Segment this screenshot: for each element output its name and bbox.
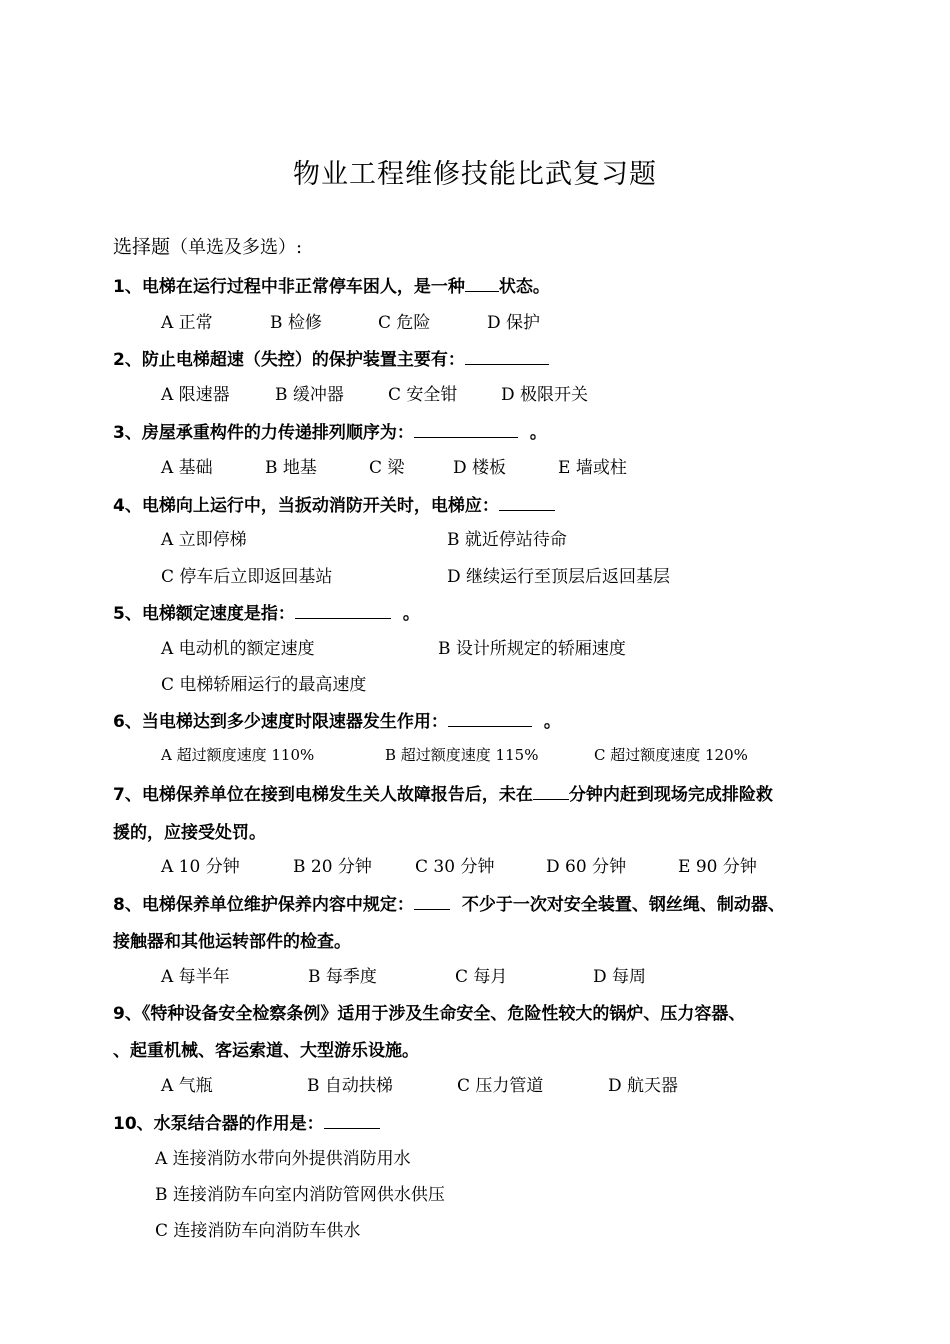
- answer-blank: [465, 348, 549, 365]
- question-10: [113, 1109, 380, 1134]
- question-2-option-c: C 安全钳: [388, 385, 458, 405]
- answer-blank: [499, 494, 555, 511]
- document-title: 物业工程维修技能比武复习题: [293, 159, 657, 190]
- question-8-stem: 8、电梯保养单位维护保养内容中规定：: [113, 895, 414, 915]
- question-3-stem-end: 。: [529, 423, 547, 443]
- section-paren: （单选及多选）:: [170, 237, 303, 258]
- question-7-option-c: C 30 分钟: [415, 857, 495, 877]
- question-7-option-a: A 10 分钟: [161, 857, 240, 877]
- question-10-option-c: C 连接消防车向消防车供水: [155, 1221, 361, 1241]
- question-5: [113, 599, 420, 624]
- question-2-option-a: A 限速器: [161, 385, 230, 405]
- question-9-line-2: 、起重机械、客运索道、大型游乐设施。: [113, 1041, 419, 1061]
- question-3-option-b: B 地基: [265, 458, 317, 478]
- question-5-option-b: B 设计所规定的轿厢速度: [438, 639, 626, 659]
- question-4-option-a: A 立即停梯: [161, 530, 247, 550]
- question-4-option-d: D 继续运行至顶层后返回基层: [447, 567, 671, 587]
- question-9-option-c: C 压力管道: [457, 1076, 544, 1096]
- answer-blank: [465, 275, 499, 292]
- question-9-option-d: D 航天器: [608, 1076, 679, 1096]
- answer-blank: [324, 1112, 380, 1129]
- question-5-stem-end: 。: [402, 604, 420, 624]
- question-2-stem: 2、防止电梯超速（失控）的保护装置主要有：: [113, 350, 465, 370]
- question-4: [113, 491, 555, 516]
- answer-blank: [414, 421, 518, 438]
- question-4-stem: 4、电梯向上运行中，当扳动消防开关时，电梯应：: [113, 496, 499, 516]
- answer-blank: [295, 602, 391, 619]
- question-1-option-c: C 危险: [378, 313, 431, 333]
- question-3-option-c: C 梁: [369, 458, 405, 478]
- question-8-line-2: 接触器和其他运转部件的检查。: [113, 932, 351, 952]
- question-8: [113, 890, 785, 915]
- answer-blank: [414, 893, 450, 910]
- question-9: 9、《特种设备安全检察条例》适用于涉及生命安全、危险性较大的锅炉、压力容器、: [113, 1004, 746, 1024]
- question-7-option-b: B 20 分钟: [293, 857, 372, 877]
- question-10-stem: 10、水泵结合器的作用是：: [113, 1114, 324, 1134]
- question-6-option-c: C 超过额度速度 120%: [594, 746, 748, 764]
- question-7-option-d: D 60 分钟: [546, 857, 627, 877]
- question-3: [113, 418, 547, 443]
- question-7: [113, 780, 773, 805]
- question-2-option-d: D 极限开关: [501, 385, 589, 405]
- question-8-option-c: C 每月: [455, 967, 508, 987]
- section-label: 选择题: [113, 236, 171, 258]
- question-6-stem: 6、当电梯达到多少速度时限速器发生作用：: [113, 712, 448, 732]
- question-2: [113, 345, 549, 370]
- question-1: [113, 272, 550, 297]
- question-8-option-a: A 每半年: [161, 967, 230, 987]
- question-4-option-c: C 停车后立即返回基站: [161, 567, 333, 587]
- question-8-option-d: D 每周: [593, 967, 647, 987]
- question-3-option-a: A 基础: [161, 458, 213, 478]
- question-1-option-a: A 正常: [161, 313, 213, 333]
- question-1-stem: 1、电梯在运行过程中非正常停车困人，是一种: [113, 277, 465, 297]
- question-3-option-d: D 楼板: [453, 458, 507, 478]
- question-6: [113, 707, 561, 732]
- section-heading: [113, 232, 302, 259]
- question-3-stem: 3、房屋承重构件的力传递排列顺序为：: [113, 423, 414, 443]
- question-10-option-a: A 连接消防水带向外提供消防用水: [155, 1149, 411, 1169]
- question-7-stem-cont: 分钟内赶到现场完成排险救: [568, 785, 773, 805]
- question-1-stem-end: 状态。: [498, 277, 550, 297]
- question-2-option-b: B 缓冲器: [275, 385, 344, 405]
- question-5-stem: 5、电梯额定速度是指：: [113, 604, 295, 624]
- question-10-option-b: B 连接消防车向室内消防管网供水供压: [155, 1185, 445, 1205]
- question-1-option-d: D 保护: [487, 313, 541, 333]
- question-7-stem: 7、电梯保养单位在接到电梯发生关人故障报告后，未在: [113, 785, 533, 805]
- question-8-option-b: B 每季度: [308, 967, 377, 987]
- question-5-option-c: C 电梯轿厢运行的最高速度: [161, 675, 367, 695]
- answer-blank: [533, 783, 569, 800]
- question-3-option-e: E 墙或柱: [558, 458, 627, 478]
- question-6-option-b: B 超过额度速度 115%: [385, 746, 539, 764]
- question-9-option-a: A 气瓶: [161, 1076, 213, 1096]
- question-8-stem-cont: 不少于一次对安全装置、钢丝绳、制动器、: [461, 895, 785, 915]
- answer-blank: [448, 710, 532, 727]
- question-5-option-a: A 电动机的额定速度: [161, 639, 315, 659]
- question-1-option-b: B 检修: [270, 313, 322, 333]
- question-6-option-a: A 超过额度速度 110%: [161, 746, 315, 764]
- question-6-stem-end: 。: [543, 712, 561, 732]
- question-4-option-b: B 就近停站待命: [447, 530, 567, 550]
- question-7-option-e: E 90 分钟: [678, 857, 757, 877]
- question-7-line-2: 援的，应接受处罚。: [113, 823, 266, 843]
- question-9-option-b: B 自动扶梯: [307, 1076, 393, 1096]
